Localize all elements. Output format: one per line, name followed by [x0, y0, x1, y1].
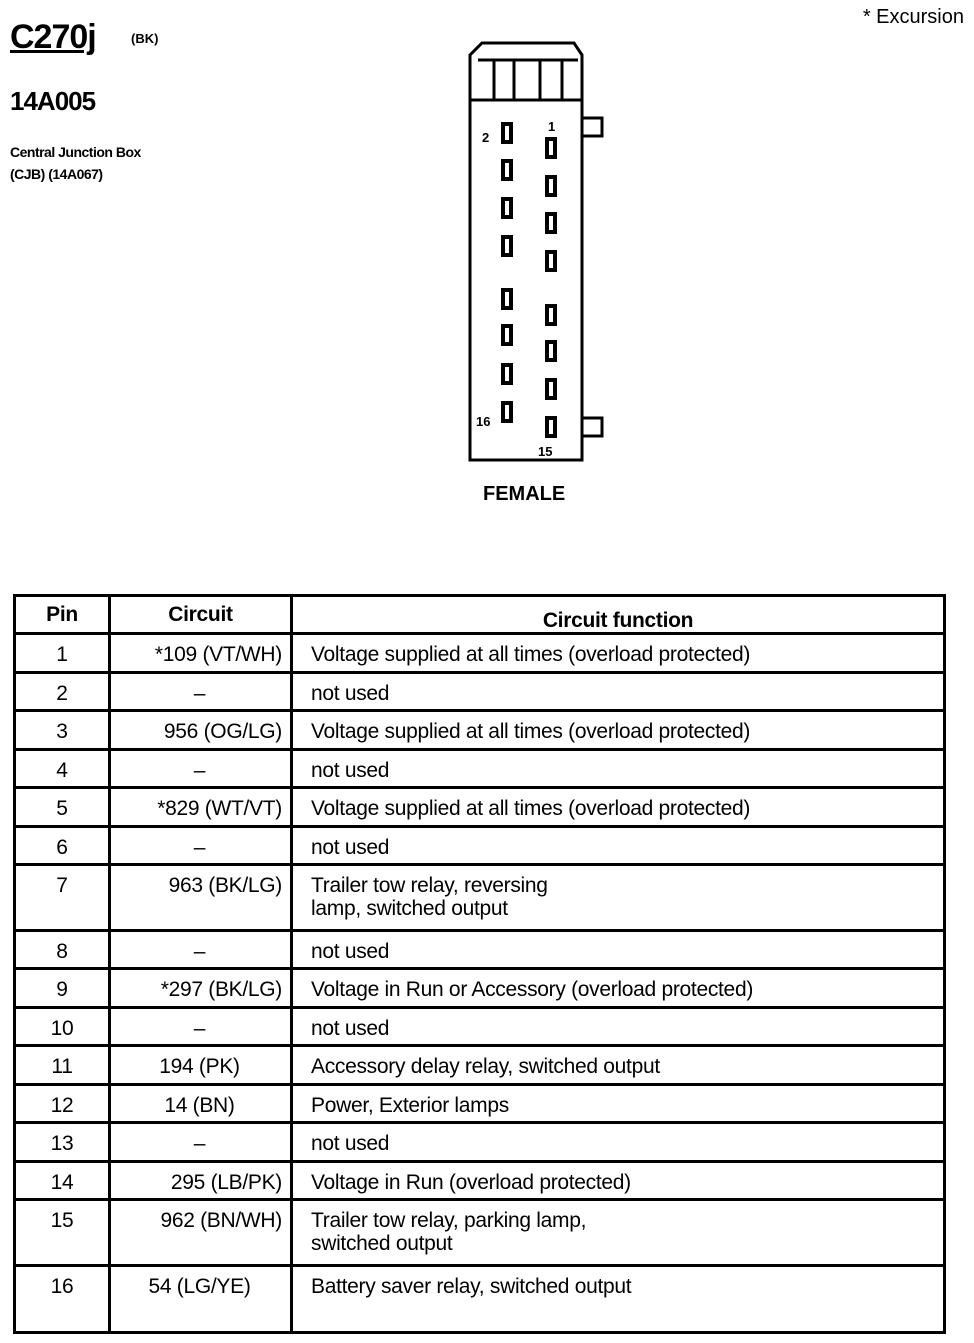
- cavity: [547, 214, 555, 232]
- table-row: [15, 969, 945, 1008]
- pin-label-15: 15: [538, 444, 553, 459]
- function-cell: Trailer tow relay, reversing lamp, switched output: [292, 865, 945, 931]
- function-cell: Power, Exterior lamps: [292, 1085, 945, 1123]
- column-header-pin: Pin: [15, 596, 110, 634]
- pin-cell: 8: [15, 931, 110, 969]
- cavity: [547, 252, 555, 270]
- excursion-note: * Excursion: [862, 6, 964, 28]
- circuit-cell: –: [110, 750, 292, 788]
- pin-cell: 13: [15, 1123, 110, 1162]
- pin-cell: 14: [15, 1162, 110, 1200]
- cavity: [547, 380, 555, 398]
- table-row: [15, 1085, 945, 1123]
- pin-cell: 9: [15, 969, 110, 1008]
- table-row: [15, 1123, 945, 1162]
- table-row: [15, 1200, 945, 1266]
- circuit-cell: *829 (WT/VT): [110, 788, 292, 827]
- part-number: 14A005: [10, 86, 96, 116]
- table-row: [15, 1162, 945, 1200]
- pin-cell: 16: [15, 1266, 110, 1333]
- function-cell: not used: [292, 931, 945, 969]
- circuit-cell: –: [110, 673, 292, 711]
- function-cell: not used: [292, 827, 945, 865]
- function-cell: Accessory delay relay, switched output: [292, 1046, 945, 1085]
- table-row: [15, 711, 945, 750]
- circuit-cell: 14 (BN): [110, 1085, 292, 1123]
- cavity: [547, 342, 555, 360]
- circuit-cell: –: [110, 1123, 292, 1162]
- column-header-circuit: Circuit: [110, 596, 292, 634]
- circuit-cell: 962 (BN/WH): [110, 1200, 292, 1266]
- location-line-2: (CJB) (14A067): [10, 166, 103, 182]
- connector-gender-label: FEMALE: [483, 483, 566, 505]
- table-row: [15, 827, 945, 865]
- function-cell: Voltage supplied at all times (overload protected): [292, 634, 945, 673]
- cavity: [547, 418, 555, 436]
- pin-cell: 3: [15, 711, 110, 750]
- table-row: [15, 634, 945, 673]
- function-cell: Trailer tow relay, parking lamp, switched output: [292, 1200, 945, 1266]
- pin-cell: 5: [15, 788, 110, 827]
- pin-label-16: 16: [476, 414, 491, 429]
- pin-cell: 12: [15, 1085, 110, 1123]
- pin-cell: 11: [15, 1046, 110, 1085]
- table-row: [15, 1008, 945, 1046]
- cavity: [503, 124, 511, 142]
- function-cell: not used: [292, 1123, 945, 1162]
- circuit-cell: –: [110, 1008, 292, 1046]
- circuit-cell: 295 (LB/PK): [110, 1162, 292, 1200]
- cavity: [547, 139, 555, 157]
- function-cell: not used: [292, 1008, 945, 1046]
- circuit-cell: 963 (BK/LG): [110, 865, 292, 931]
- table-row: [15, 1266, 945, 1333]
- cavity: [547, 177, 555, 195]
- connector-color-code: (BK): [131, 31, 159, 46]
- circuit-cell: 194 (PK): [110, 1046, 292, 1085]
- connector-key-bottom: [582, 418, 602, 436]
- cavity: [503, 326, 511, 344]
- circuit-cell: *297 (BK/LG): [110, 969, 292, 1008]
- connector-id: C270j: [10, 18, 96, 56]
- function-cell: Voltage supplied at all times (overload protected): [292, 788, 945, 827]
- connector-body: [470, 100, 582, 460]
- pin-cell: 7: [15, 865, 110, 931]
- cavity: [503, 290, 511, 308]
- connector-latch: [470, 43, 582, 100]
- function-cell: not used: [292, 750, 945, 788]
- circuit-cell: 54 (LG/YE): [110, 1266, 292, 1333]
- pin-label-1: 1: [548, 119, 556, 134]
- pin-cell: 10: [15, 1008, 110, 1046]
- column-header-function: Circuit function: [292, 596, 945, 634]
- connector-key-top: [582, 118, 602, 136]
- table-row: [15, 865, 945, 931]
- table-row: [15, 673, 945, 711]
- function-cell: Battery saver relay, switched output: [292, 1266, 945, 1333]
- circuit-cell: *109 (VT/WH): [110, 634, 292, 673]
- circuit-cell: 956 (OG/LG): [110, 711, 292, 750]
- function-cell: Voltage supplied at all times (overload protected): [292, 711, 945, 750]
- cavity: [503, 237, 511, 255]
- pin-cell: 1: [15, 634, 110, 673]
- cavity: [503, 365, 511, 383]
- connector-face-diagram: [0, 0, 974, 560]
- table-row: [15, 788, 945, 827]
- table-row: [15, 750, 945, 788]
- cavity: [503, 403, 511, 421]
- cavity-column-odd: [547, 139, 555, 436]
- pin-cell: 15: [15, 1200, 110, 1266]
- pinout-table: [13, 594, 946, 1334]
- circuit-cell: –: [110, 931, 292, 969]
- pin-label-2: 2: [482, 130, 490, 145]
- circuit-cell: –: [110, 827, 292, 865]
- function-cell: Voltage in Run (overload protected): [292, 1162, 945, 1200]
- cavity: [547, 306, 555, 324]
- table-row: [15, 931, 945, 969]
- table-header-row: [15, 596, 945, 634]
- cavity: [503, 161, 511, 179]
- function-cell: Voltage in Run or Accessory (overload protected): [292, 969, 945, 1008]
- cavity-column-even: [503, 124, 511, 421]
- location-line-1: Central Junction Box: [10, 144, 141, 160]
- pin-cell: 6: [15, 827, 110, 865]
- function-cell: not used: [292, 673, 945, 711]
- pin-cell: 4: [15, 750, 110, 788]
- cavity: [503, 199, 511, 217]
- table-row: [15, 1046, 945, 1085]
- pin-cell: 2: [15, 673, 110, 711]
